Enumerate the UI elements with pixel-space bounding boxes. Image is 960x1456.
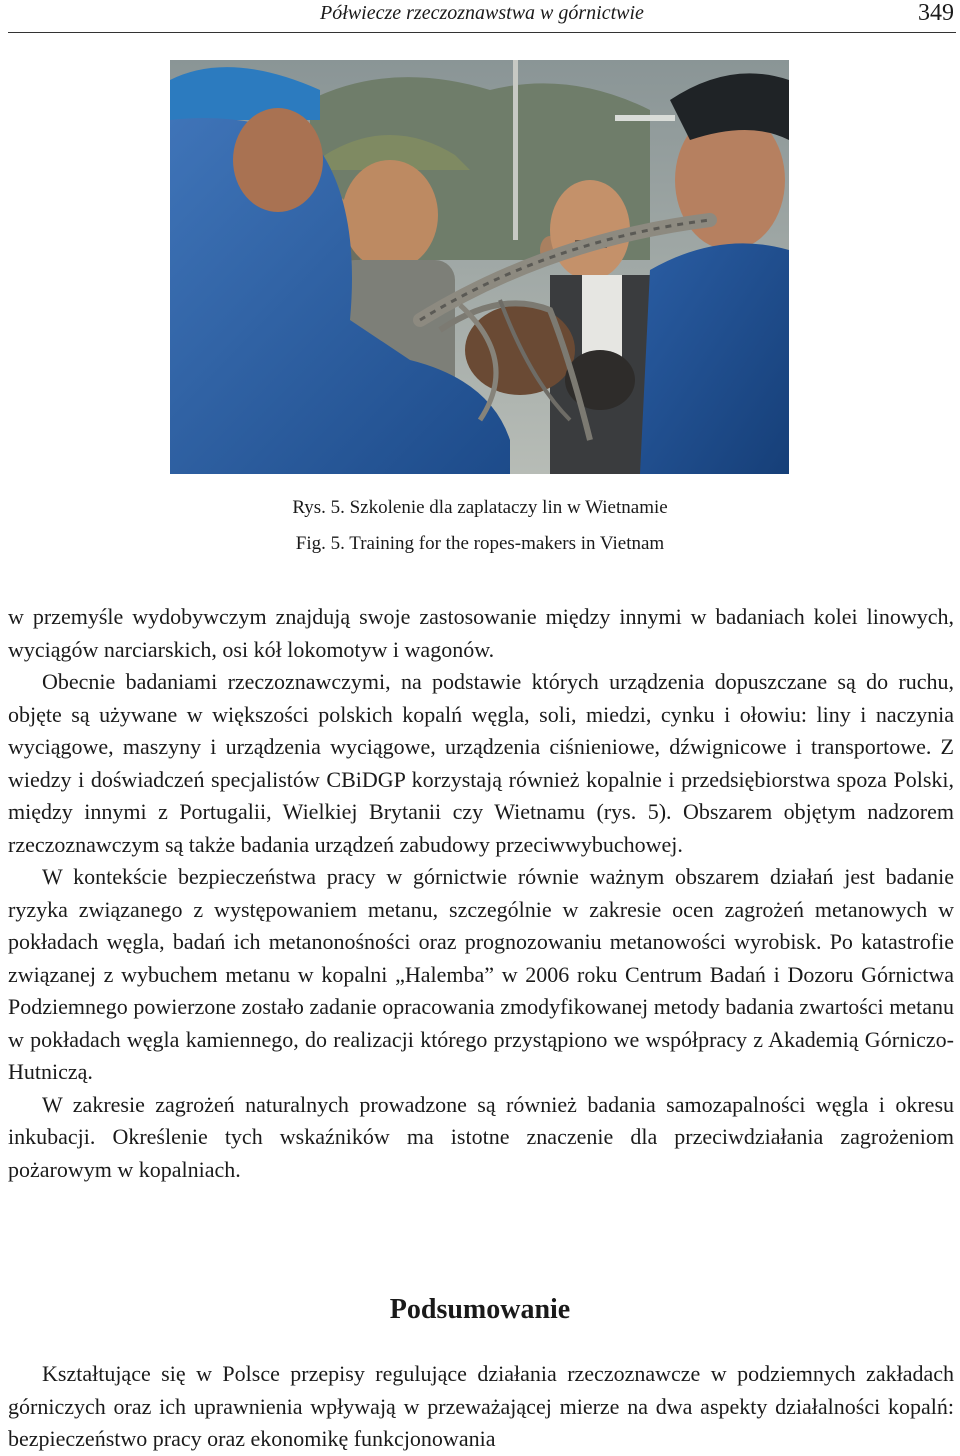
paragraph-3: W kontekście bezpieczeństwa pracy w górnictwie równie ważnym obszarem działań jest badanie ryzyka związanego z występowaniem metanu, szczególnie w zakresie ocen zagrożeń metanowych w pokładach węgla, badań ich metanonośności oraz prognozowaniu metanowości wyrobisk. Po katastrofie związanej z wybuchem metanu w kopalni „Halemba” w 2006 roku Centrum Badań i Dozoru Górnictwa Podziemnego powierzone zostało zadanie opracowania zmodyfikowanej metody badania zwartości metanu w pokładach węgla kamiennego, do realizacji którego przystąpiono we współpracy z Akademią Górniczo-Hutniczą. xyxy=(8,864,954,1084)
running-header xyxy=(8,0,956,33)
paragraph-1: w przemyśle wydobywczym znajdują swoje zastosowanie między innymi w badaniach kolei linowych, wyciągów narciarskich, osi kół lokomotyw i wagonów. xyxy=(8,604,954,662)
figure-caption-pl: Rys. 5. Szkolenie dla zaplataczy lin w Wietnamie xyxy=(292,497,668,518)
page-number: 349 xyxy=(918,0,954,26)
section-heading: Podsumowanie xyxy=(389,1294,571,1325)
body-text xyxy=(8,601,954,1186)
figure-caption-en: Fig. 5. Training for the ropes-makers in Vietnam xyxy=(295,533,665,554)
summary-paragraph-1: Kształtujące się w Polsce przepisy regulujące działania rzeczoznawcze w podziemnych zakładach górniczych oraz ich uprawnienia wpływają w przeważającej mierze na dwa aspekty działalności kopalń: bezpieczeństwo pracy oraz ekonomikę funkcjonowania xyxy=(8,1361,954,1451)
paragraph-2: Obecnie badaniami rzeczoznawczymi, na podstawie których urządzenia dopuszczane są do ruchu, objęte są używane w większości polskich kopalń węgla, soli, miedzi, cynku i ołowiu: liny i naczynia wyciągowe, maszyny i urządzenia wyciągowe, urządzenia ciśnieniowe, dźwignicowe i transportowe. Z wiedzy i doświadczeń specjalistów CBiDGP korzystają również kopalnie i przedsiębiorstwa spoza Polski, między innymi z Portugalii, Wielkiej Brytanii czy Wietnamu (rys. 5). Obszarem objętym nadzorem rzeczoznawczym są także badania urządzeń zabudowy przeciwwybuchowej. xyxy=(8,669,954,857)
figure-photo xyxy=(170,60,789,474)
photo-workers-rope-icon xyxy=(170,60,789,474)
running-title: Półwiecze rzeczoznawstwa w górnictwie xyxy=(320,2,644,24)
paragraph-4: W zakresie zagrożeń naturalnych prowadzone są również badania samozapalności węgla i okresu inkubacji. Określenie tych wskaźników ma istotne znaczenie dla przeciwdziałania zagrożeniom pożarowym w kopalniach. xyxy=(8,1091,954,1182)
summary-text xyxy=(8,1358,954,1456)
